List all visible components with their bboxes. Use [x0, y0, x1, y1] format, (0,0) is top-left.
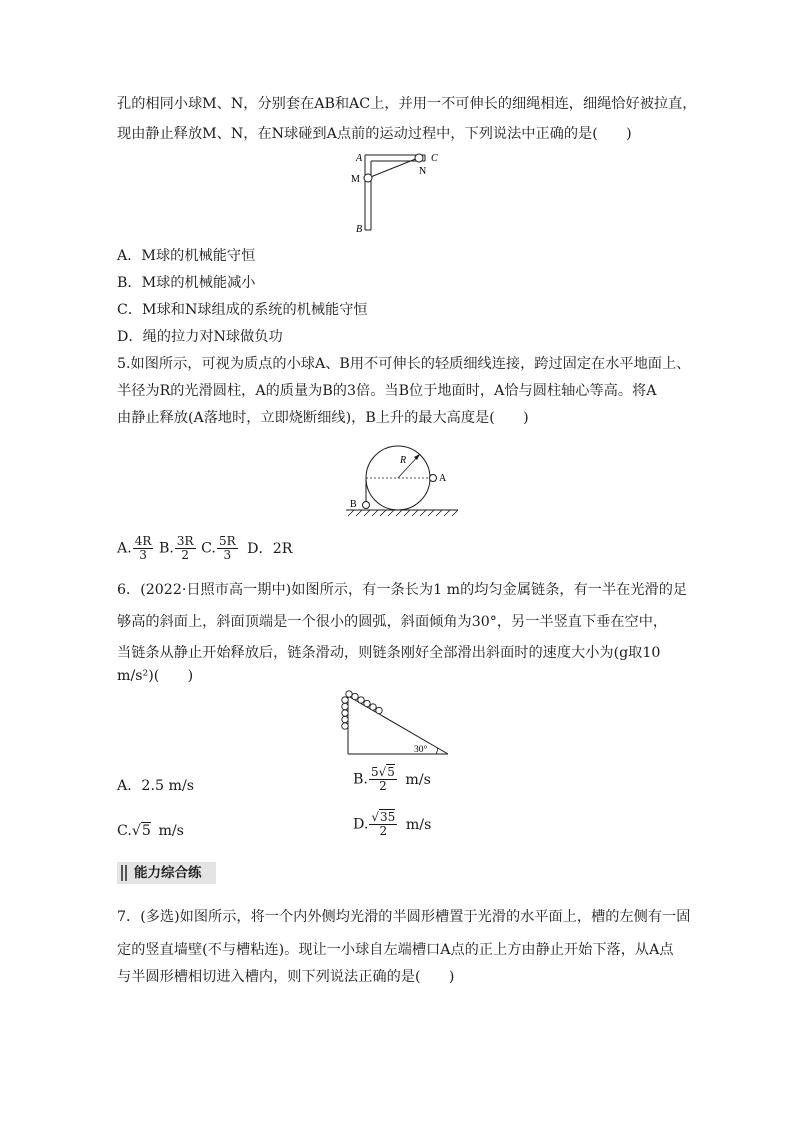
q6-figure-incline-chain	[336, 688, 456, 758]
q4-option-a: A．M球的机械能守恒	[117, 248, 256, 264]
label-a: A	[439, 473, 447, 484]
q5-option-d: D．2R	[247, 540, 293, 557]
q5-option-c-fraction	[217, 535, 238, 562]
q6-option-b-fraction	[369, 766, 397, 793]
ball-a	[430, 475, 437, 482]
label-a: A	[356, 153, 363, 164]
q6-option-d	[353, 811, 431, 838]
label-b: B	[350, 499, 357, 510]
angle-label: 30°	[414, 745, 428, 755]
fraction-denominator: 2	[379, 824, 388, 838]
fraction-numerator: 4R	[134, 534, 152, 548]
radicand: 5	[141, 823, 151, 839]
q5-text-line-3: 由静止释放(A落地时，立即烧断细线)，B上升的最大高度是( )	[117, 410, 529, 426]
q6-option-b-unit: m/s	[405, 771, 431, 788]
fraction-numerator: 5R	[218, 534, 236, 548]
fraction-denominator: 2	[379, 779, 387, 793]
q4-figure-rod-frame	[345, 150, 455, 234]
q6-text-line-4: m/s²)( )	[117, 668, 194, 684]
q5-option-b-prefix: B.	[158, 540, 174, 557]
label-b: B	[356, 224, 363, 234]
label-r: R	[400, 455, 407, 466]
label-m: M	[351, 174, 360, 185]
fraction-numerator: √35	[371, 810, 396, 824]
q4-option-d: D．绳的拉力对N球做负功	[117, 329, 283, 345]
q4-text-line-1: 孔的相同小球M、N，分别套在AB和AC上，并用一不可伸长的细绳相连，细绳恰好被拉直，	[117, 96, 697, 112]
q4-option-c: C．M球和N球组成的系统的机械能守恒	[117, 302, 368, 318]
fraction-denominator: 3	[223, 548, 232, 562]
fraction-numerator: 3R	[176, 534, 194, 548]
fraction-denominator: 2	[181, 548, 190, 562]
radicand: 5	[387, 765, 395, 779]
q5-options	[117, 535, 292, 562]
q6-text-line-2: 够高的斜面上，斜面顶端是一个很小的圆弧，斜面倾角为30°，另一半竖直下垂在空中，	[117, 614, 668, 630]
q6-text-line-3: 当链条从静止开始释放后，链条滑动，则链条刚好全部滑出斜面时的速度大小为(g取10	[117, 645, 661, 661]
q6-option-a: A．2.5 m/s	[117, 778, 195, 794]
q5-option-b-fraction	[175, 535, 196, 562]
label-c: C	[431, 153, 438, 164]
ball-m	[364, 174, 372, 182]
ball-b	[363, 502, 370, 509]
q4-text-line-2: 现由静止释放M、N，在N球碰到A点前的运动过程中，下列说法中正确的是( )	[117, 126, 632, 142]
label-n: N	[419, 166, 427, 177]
q6-option-b	[353, 766, 431, 793]
q7-text-line-1: 7．(多选)如图所示，将一个内外侧均光滑的半圆形槽置于光滑的水平面上，槽的左侧有一固	[117, 909, 691, 925]
q5-text-line-2: 半径为R的光滑圆柱，A的质量为B的3倍。当B位于地面时，A恰与圆柱轴心等高。将A	[117, 383, 657, 399]
q5-text-line-1: 5.如图所示，可视为质点的小球A、B用不可伸长的轻质细线连接，跨过固定在水平地面上、	[117, 356, 691, 372]
q6-option-c: C.√5 m/s	[117, 823, 184, 839]
q7-text-line-3: 与半圆形槽相切进入槽内，则下列说法正确的是( )	[117, 969, 455, 985]
section-marker-icon	[121, 865, 123, 881]
section-marker-icon	[125, 865, 127, 881]
q6-option-b-prefix: B.	[353, 771, 368, 788]
q6-option-d-unit: m/s	[405, 816, 432, 833]
section-title: 能力综合练	[134, 865, 202, 881]
q7-text-line-2: 定的竖直墙壁(不与槽粘连)。现让一小球自左端槽口A点的正上方由静止开始下落，从A点	[117, 942, 674, 958]
q6-option-d-prefix: D.	[353, 816, 369, 833]
radicand: 35	[380, 810, 396, 824]
fraction-numerator: 5√5	[370, 765, 395, 779]
coefficient: 5	[370, 765, 379, 779]
q4-option-b: B．M球的机械能减小	[117, 275, 256, 291]
q6-option-c-unit: m/s	[158, 823, 184, 839]
q6-option-d-fraction	[369, 811, 397, 838]
q6-option-c-prefix: C.	[117, 823, 132, 839]
fraction-denominator: 3	[139, 548, 147, 562]
q5-option-c-prefix: C.	[201, 540, 216, 557]
ball-n	[415, 154, 423, 162]
q5-figure-cylinder	[342, 438, 462, 518]
q5-option-a-prefix: A.	[117, 540, 132, 557]
section-header	[117, 862, 216, 884]
q6-text-line-1: 6．(2022·日照市高一期中)如图所示，有一条长为1 m的均匀金属链条，有一半在光滑的足	[117, 582, 688, 598]
q5-option-a-fraction	[133, 535, 154, 562]
